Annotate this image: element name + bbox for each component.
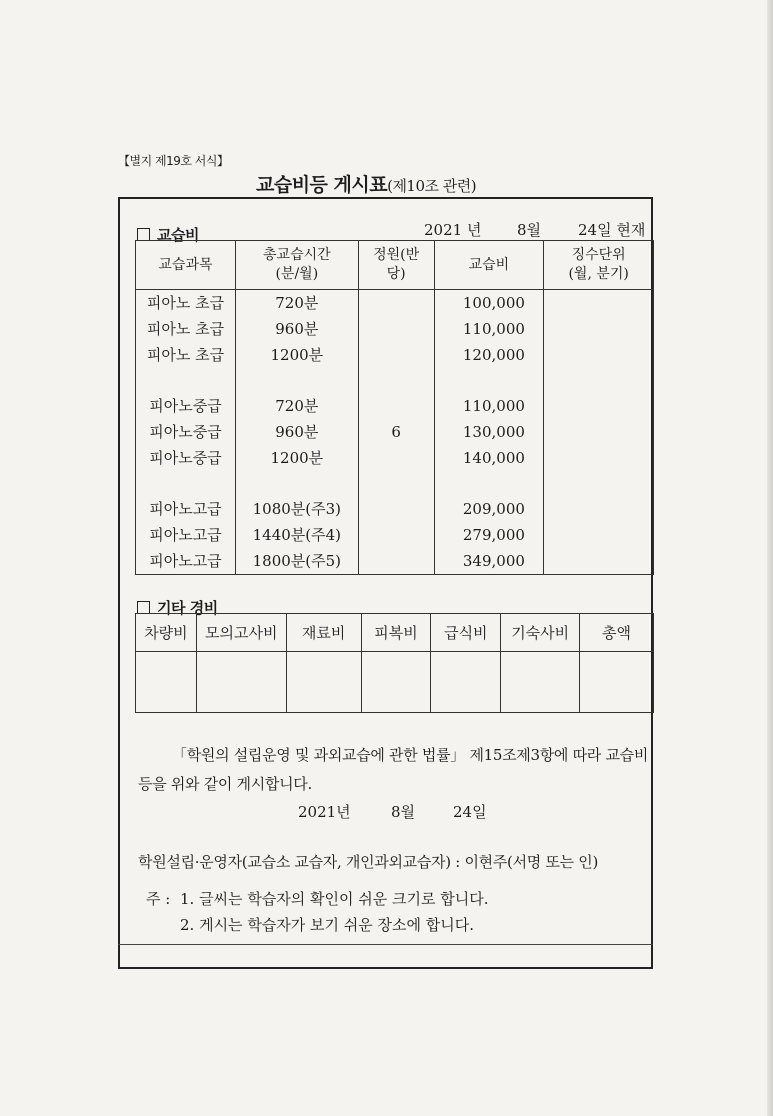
tuition-course-value: 피아노중급 <box>149 449 222 467</box>
title-sub: (제10조 관련) <box>387 177 477 195</box>
header-course: 교습과목 <box>136 241 236 290</box>
tuition-fee-value: 110,000 <box>462 397 525 415</box>
tuition-course-value: 피아노고급 <box>149 500 222 518</box>
form-label: 【별지 제19호 서식】 <box>118 154 229 168</box>
tuition-time-value: 1200분 <box>270 346 324 364</box>
tuition-course-value: 피아노 초급 <box>146 346 225 364</box>
notice-date-month: 8월 <box>391 803 416 821</box>
tuition-time-value: 720분 <box>275 397 319 415</box>
time-column <box>235 290 358 575</box>
title-main: 교습비등 게시표 <box>256 174 388 196</box>
unit-cell <box>544 290 654 575</box>
other-value-cell <box>196 652 286 713</box>
other-header: 급식비 <box>431 614 501 652</box>
tuition-time-value: 1200분 <box>270 449 324 467</box>
tuition-fee-value: 110,000 <box>462 320 525 338</box>
tuition-course-value: 피아노 초급 <box>146 294 225 312</box>
header-unit: 징수단위 (월, 분기) <box>544 241 654 290</box>
tuition-fee-value: 120,000 <box>462 346 525 364</box>
other-expenses-table <box>135 613 654 713</box>
other-value-cell <box>431 652 501 713</box>
other-header: 기숙사비 <box>501 614 580 652</box>
tuition-fee-value: 279,000 <box>462 526 525 544</box>
tuition-heading-label: 교습비 <box>157 226 199 244</box>
operator-line: 학원설립·운영자(교습소 교습자, 개인과외교습자) : 이현주(서명 또는 인) <box>138 853 599 871</box>
tuition-time-value: 1800분(주5) <box>252 552 342 570</box>
tuition-date-day: 24일 현재 <box>578 221 646 239</box>
course-column <box>136 290 236 575</box>
tuition-course-value: 피아노중급 <box>149 423 222 441</box>
notice-date-day: 24일 <box>453 803 487 821</box>
tuition-course-value: 피아노고급 <box>149 526 222 544</box>
note-item-2: 2. 게시는 학습자가 보기 쉬운 장소에 합니다. <box>180 916 475 934</box>
tuition-date-month: 8월 <box>517 221 542 239</box>
quota-cell: 6 <box>358 290 434 575</box>
other-value-cell <box>286 652 361 713</box>
header-time: 총교습시간 (분/월) <box>235 241 358 290</box>
header-fee: 교습비 <box>434 241 544 290</box>
tuition-fee-value: 140,000 <box>462 449 525 467</box>
frame-bottom-line <box>118 944 653 945</box>
tuition-fee-value: 349,000 <box>462 552 525 570</box>
page-edge <box>767 0 773 1116</box>
other-header: 피복비 <box>361 614 431 652</box>
fee-column <box>434 290 544 575</box>
tuition-course-value: 피아노고급 <box>149 552 222 570</box>
tuition-fee-value: 130,000 <box>462 423 525 441</box>
header-quota: 정원(반 당) <box>358 241 434 290</box>
tuition-course-value: 피아노중급 <box>149 397 222 415</box>
other-header: 모의고사비 <box>196 614 286 652</box>
tuition-time-value: 960분 <box>275 423 319 441</box>
other-value-cell <box>501 652 580 713</box>
tuition-fee-value: 209,000 <box>462 500 525 518</box>
notes-label: 주 : <box>146 890 171 908</box>
tuition-fee-value: 100,000 <box>462 294 525 312</box>
note-item-1: 1. 글씨는 학습자의 확인이 쉬운 크기로 합니다. <box>180 890 489 908</box>
tuition-time-value: 1440분(주4) <box>252 526 342 544</box>
other-value-cell <box>136 652 197 713</box>
tuition-course-value: 피아노 초급 <box>146 320 225 338</box>
other-heading-label: 기타 경비 <box>157 599 218 617</box>
tuition-time-value: 1080분(주3) <box>252 500 342 518</box>
other-value-cell <box>580 652 654 713</box>
document-title <box>256 170 476 197</box>
tuition-time-value: 720분 <box>275 294 319 312</box>
notice-date-year: 2021년 <box>298 803 351 821</box>
notice-text: 「학원의 설립운영 및 과외교습에 관한 법률」 제15조제3항에 따라 교습비등을 위와 같이 게시합니다. <box>138 746 649 793</box>
other-header: 총액 <box>580 614 654 652</box>
tuition-date-year: 2021 년 <box>424 221 482 239</box>
tuition-table <box>135 240 654 575</box>
other-header: 차량비 <box>136 614 197 652</box>
other-header: 재료비 <box>286 614 361 652</box>
other-value-cell <box>361 652 431 713</box>
tuition-time-value: 960분 <box>275 320 319 338</box>
